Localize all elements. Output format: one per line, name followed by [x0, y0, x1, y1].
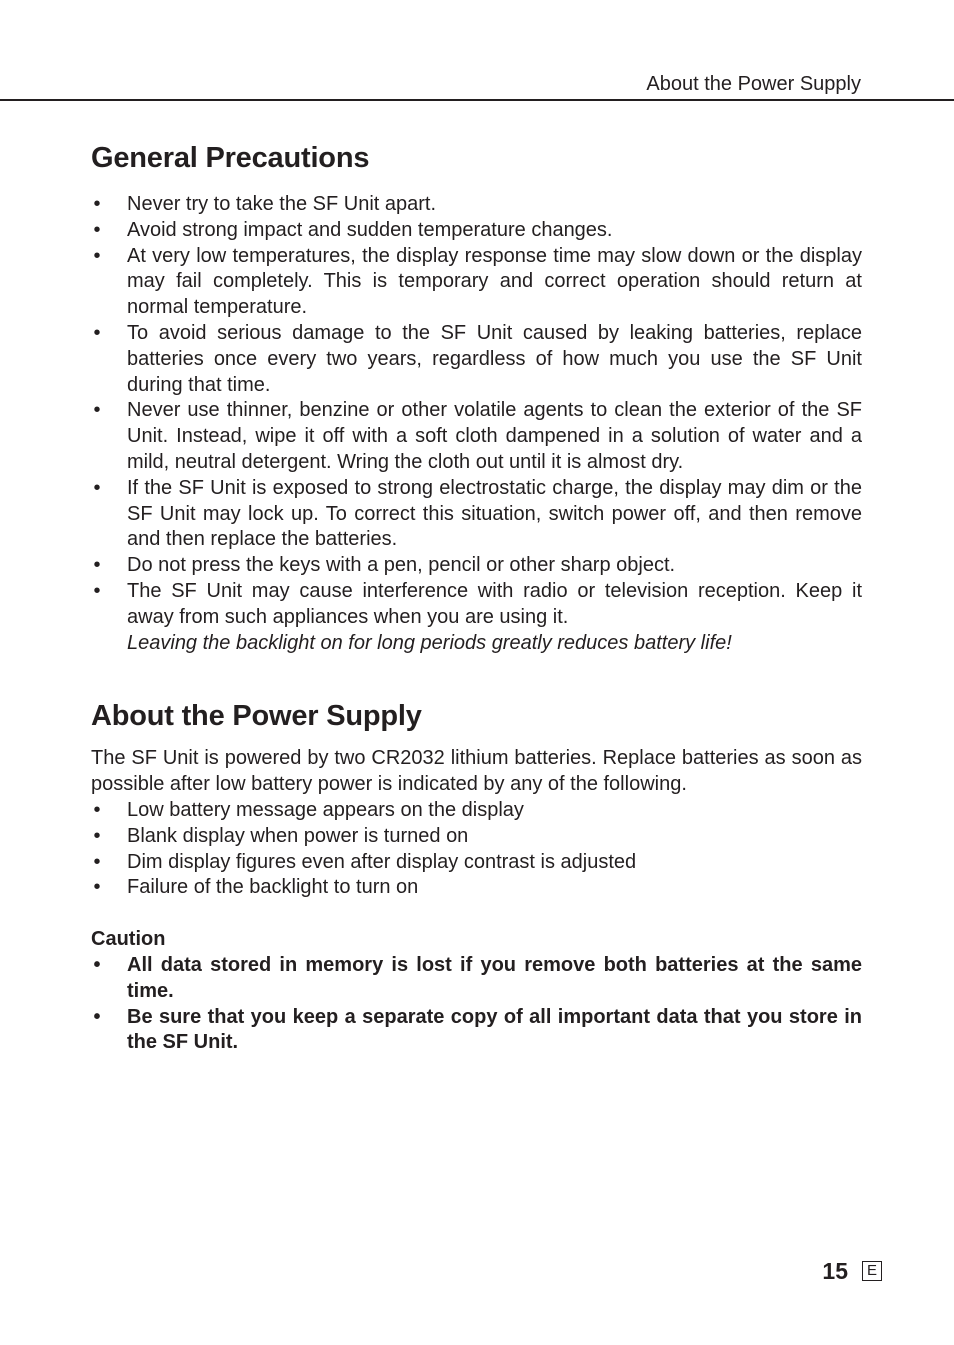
bullet-icon: • — [93, 1005, 101, 1028]
list-item — [91, 321, 862, 398]
language-badge: E — [862, 1261, 882, 1281]
list-item — [91, 244, 862, 321]
bullet-icon: • — [93, 953, 101, 976]
general-precautions-list — [91, 192, 862, 631]
bullet-icon: • — [93, 554, 101, 577]
list-item-text: Be sure that you keep a separate copy of all important data that you store in the SF Unit. — [127, 1005, 862, 1054]
list-item-text: Avoid strong impact and sudden temperature changes. — [127, 218, 613, 241]
bullet-icon: • — [93, 579, 101, 602]
caution-title: Caution — [91, 928, 166, 951]
list-item-text: The SF Unit may cause interference with radio or television reception. Keep it away from such appliances when you are using it. — [127, 579, 862, 628]
list-item — [91, 398, 862, 475]
list-item-text: To avoid serious damage to the SF Unit caused by leaking batteries, replace batteries once every two years, regardless of how much you use the SF Unit during that time. — [127, 321, 862, 396]
list-item — [91, 192, 862, 218]
bullet-icon: • — [93, 850, 101, 873]
bullet-icon: • — [93, 193, 101, 215]
list-item-text: Failure of the backlight to turn on — [127, 876, 419, 899]
bullet-icon: • — [93, 244, 101, 267]
list-item-text: Do not press the keys with a pen, pencil or other sharp object. — [127, 554, 676, 577]
list-item — [91, 798, 862, 824]
page-content — [91, 140, 862, 1056]
list-item-text: Never try to take the SF Unit apart. — [127, 193, 437, 215]
bullet-icon: • — [93, 476, 101, 499]
general-precautions-title: General Precautions — [91, 142, 370, 174]
list-item — [91, 1005, 862, 1057]
power-supply-intro: The SF Unit is powered by two CR2032 lithium batteries. Replace batteries as soon as possible after low battery power is indicated by any of the following. — [91, 747, 862, 796]
list-item — [91, 850, 862, 876]
header-rule — [0, 99, 954, 101]
list-item — [91, 953, 862, 1005]
bullet-icon: • — [93, 218, 101, 241]
list-item-text: If the SF Unit is exposed to strong electrostatic charge, the display may dim or the SF Unit may lock up. To correct this situation, switch power off, and then remove and then replace the batteries. — [127, 476, 862, 551]
running-header: About the Power Supply — [646, 73, 861, 95]
bullet-icon: • — [93, 824, 101, 847]
list-item — [91, 824, 862, 850]
bullet-icon: • — [93, 876, 101, 899]
backlight-note: Leaving the backlight on for long periods greatly reduces battery life! — [127, 631, 732, 654]
bullet-icon: • — [93, 399, 101, 422]
bullet-icon: • — [93, 321, 101, 344]
page-footer — [822, 1257, 882, 1285]
bullet-icon: • — [93, 798, 101, 821]
caution-list — [91, 953, 862, 1056]
list-item — [91, 218, 862, 244]
list-item-text: Never use thinner, benzine or other volatile agents to clean the exterior of the SF Unit. Instead, wipe it off with a soft cloth dampened in a solution of water and a mild, neutral detergent. Wring the cloth out until it is almost dry. — [127, 399, 862, 473]
list-item — [91, 476, 862, 553]
list-item-text: All data stored in memory is lost if you remove both batteries at the same time. — [127, 953, 862, 1002]
low-battery-indicators-list — [91, 798, 862, 901]
page-number: 15 — [822, 1258, 848, 1284]
list-item-text: Dim display figures even after display contrast is adjusted — [127, 850, 637, 873]
list-item-text: Low battery message appears on the display — [127, 798, 524, 821]
list-item — [91, 875, 862, 901]
list-item — [91, 579, 862, 631]
list-item — [91, 553, 862, 579]
list-item-text: Blank display when power is turned on — [127, 824, 469, 847]
power-supply-title: About the Power Supply — [91, 700, 422, 733]
list-item-text: At very low temperatures, the display response time may slow down or the display may fail completely. This is temporary and correct operation should return at normal temperature. — [127, 244, 862, 319]
